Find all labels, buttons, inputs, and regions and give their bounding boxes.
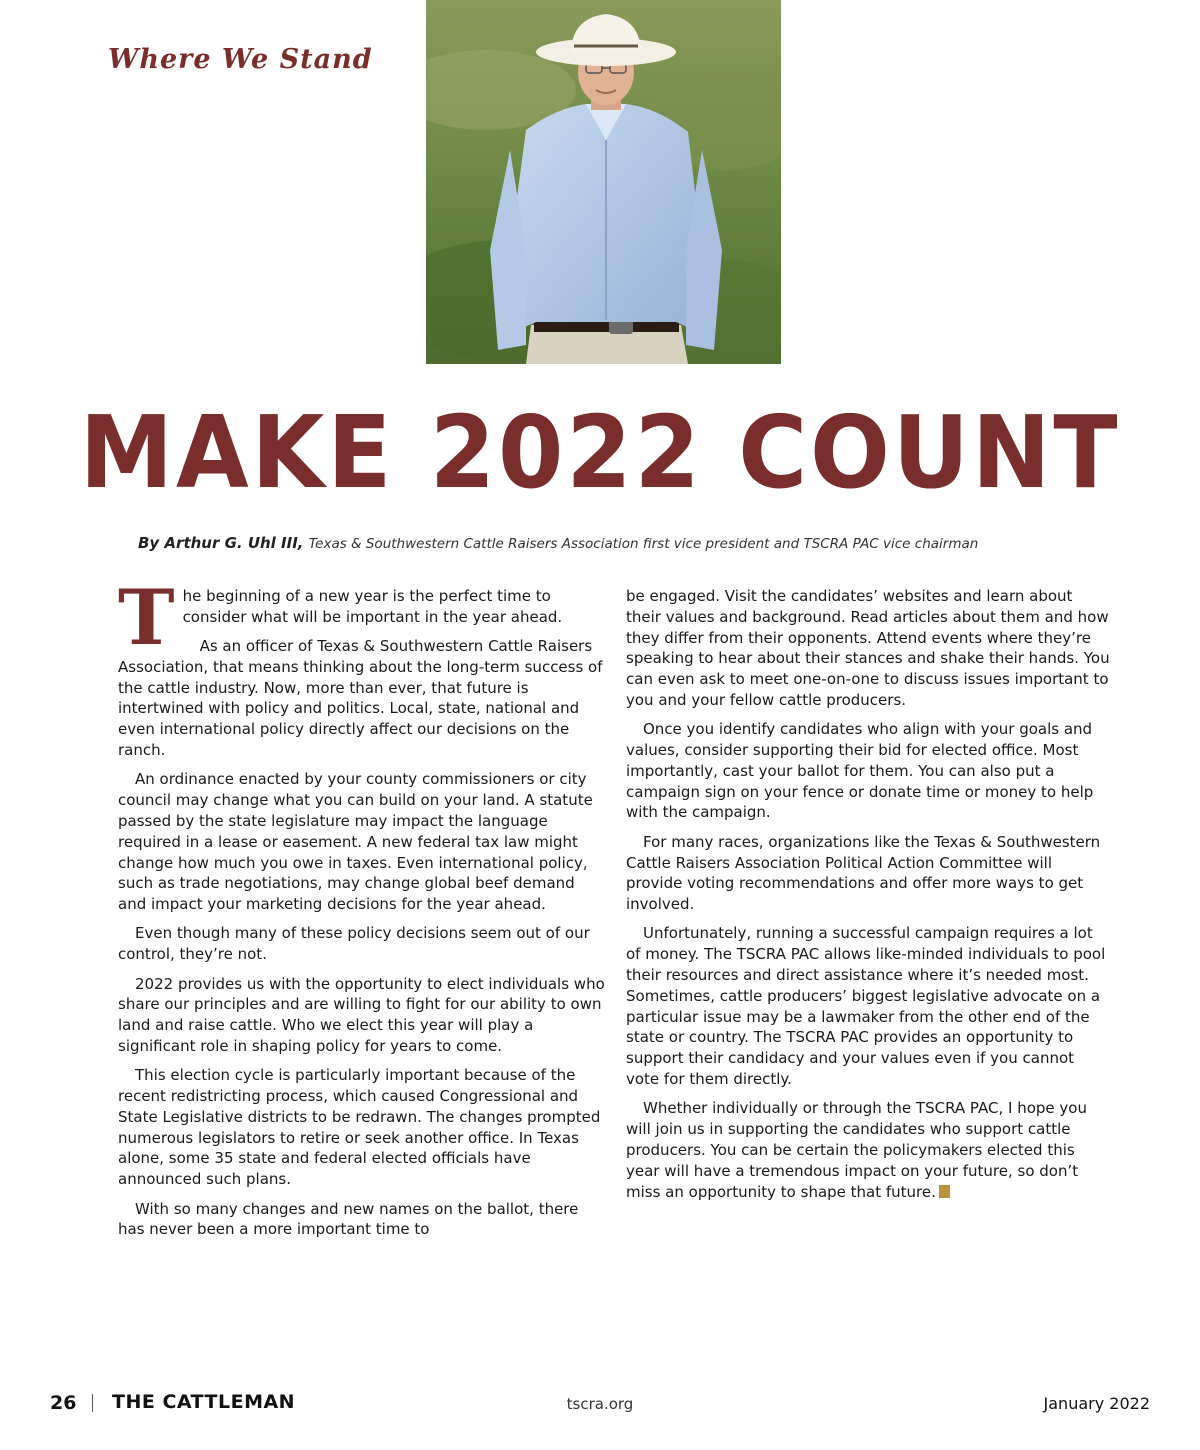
closing-paragraph: [626, 1098, 1110, 1202]
page-number: 26: [50, 1392, 77, 1414]
paragraph: For many races, organizations like the Texas & Southwestern Cattle Raisers Association Political Action Committee will provide voting recommendations and offer more ways to get involved.: [626, 832, 1101, 914]
paragraph: As an officer of Texas & Southwestern Cattle Raisers Association, that means thinking about the long-term success of the cattle industry. Now, more than ever, that future is intertwined with policy and politics. Local, state, national and even international policy directly affect our decisions on the ranch.: [118, 637, 603, 760]
headline: MAKE 2022 COUNT: [79, 394, 1121, 511]
paragraph: 2022 provides us with the opportunity to elect individuals who share our principles and are willing to fight for our ability to own land and raise cattle. Who we elect this year will play a significant role in shaping policy for years to come.: [118, 974, 605, 1055]
byline: [138, 533, 1138, 552]
lead-paragraph: [118, 573, 606, 662]
tscra-endmark-icon: [939, 1185, 950, 1198]
issue-date: January 2022: [1043, 1394, 1150, 1413]
section-tag: Where We Stand: [108, 44, 373, 75]
article-column-right: [626, 586, 1110, 1211]
byline-author: By Arthur G. Uhl III,: [138, 534, 304, 552]
paragraph-continuation: be engaged. Visit the candidates’ websites and learn about their values and background. Read articles about them and how they differ from their opponents. Attend events where they’re speaking to hear about their stances and shake their hands. You can even ask to meet one-on-one to discuss issues important to you and your fellow cattle producers.: [626, 587, 1110, 709]
paragraph: Even though many of these policy decisions seem out of our control, they’re not.: [118, 924, 590, 964]
publication-name: THE CATTLEMAN: [112, 1391, 296, 1413]
closing-text: Whether individually or through the TSCRA PAC, I hope you will join us in supporting the candidates who support cattle producers. You can be certain the policymakers elected this year will have a tremendous impact on your future, so don’t miss an opportunity to shape that future.: [626, 1099, 1087, 1201]
author-portrait-image: [426, 0, 781, 364]
drop-cap: T: [118, 573, 175, 662]
paragraph: With so many changes and new names on the ballot, there has never been a more important time to: [118, 1199, 579, 1239]
paragraph: This election cycle is particularly important because of the recent redistricting process, which caused Congressional and State Legislative districts to be redrawn. The changes prompted numerous legislators to retire or seek another office. In Texas alone, some 35 state and federal elected officials have announced such plans.: [118, 1066, 601, 1189]
lead-text: he beginning of a new year is the perfect time to consider what will be important in the year ahead.: [182, 587, 563, 626]
paragraph: An ordinance enacted by your county commissioners or city council may change what you can build on your land. A statute passed by the state legislature may impact the language required in a lease or easement. A new federal tax law might change how much you owe in taxes. Even international policy, such as trade negotiations, may change global beef demand and impact your marketing decisions for the year ahead.: [118, 770, 593, 914]
article-column-left: [118, 573, 606, 1249]
author-photo: [426, 0, 781, 364]
paragraph: Once you identify candidates who align with your goals and values, consider supporting their bid for elected office. Most importantly, cast your ballot for them. You can also put a campaign sign on your fence or donate time or money to help with the campaign.: [626, 720, 1094, 822]
paragraph: Unfortunately, running a successful campaign requires a lot of money. The TSCRA PAC allows like-minded individuals to pool their resources and direct assistance where it’s needed most. Sometimes, cattle producers’ biggest legislative advocate on a particular issue may be a lawmaker from the other end of the state or country. The TSCRA PAC provides an opportunity to support their candidacy and your values even if you cannot vote for them directly.: [626, 924, 1106, 1089]
byline-role: Texas & Southwestern Cattle Raisers Association first vice president and TSCRA PAC vice chairman: [308, 536, 979, 552]
website-link[interactable]: tscra.org: [566, 1395, 634, 1413]
